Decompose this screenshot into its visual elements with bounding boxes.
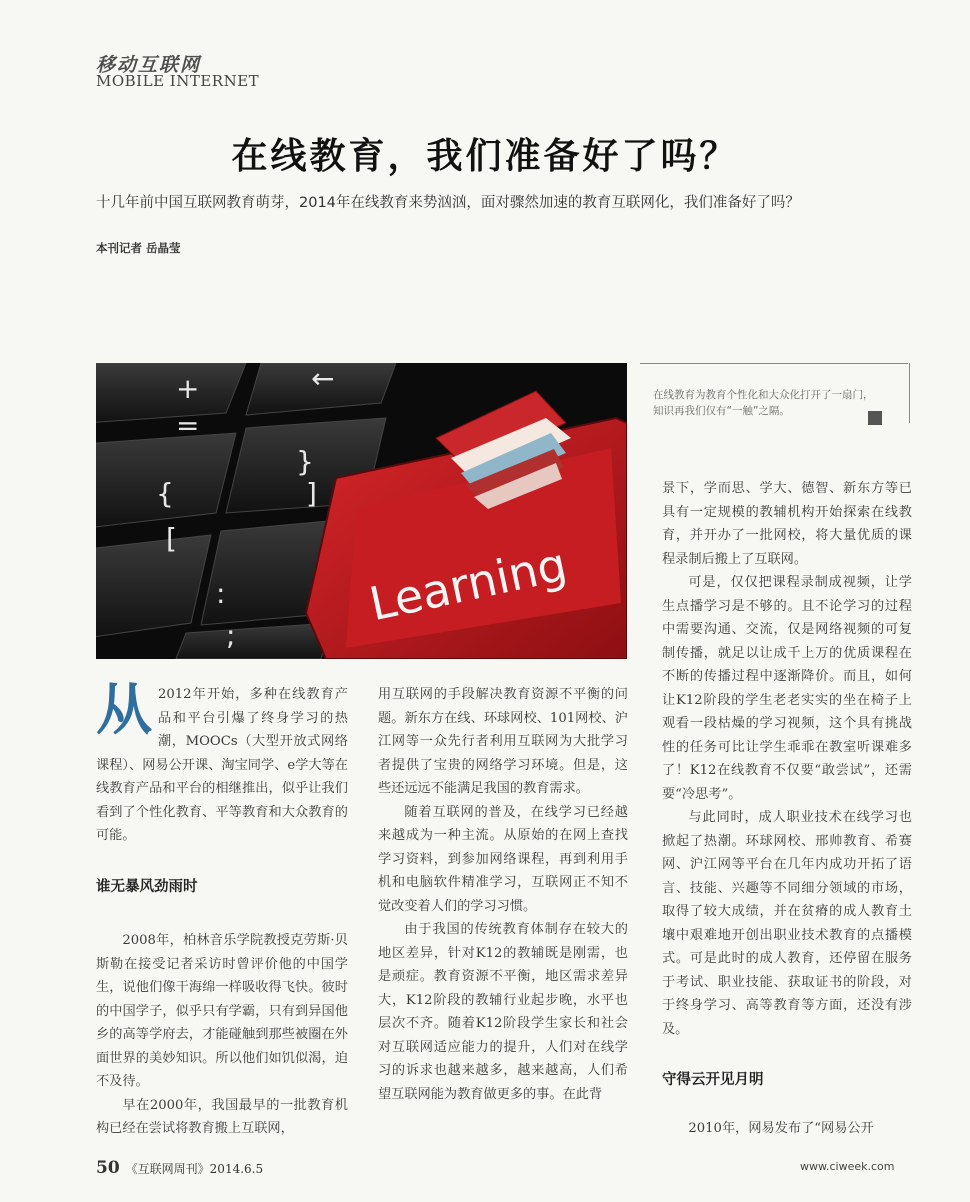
svg-text:+: + [176,372,200,405]
section-label-en: MOBILE INTERNET [96,72,260,90]
column-3 [662,477,912,1140]
caption-marker [868,411,882,425]
svg-text:[: [ [166,522,177,555]
page-number: 50 [96,1158,120,1178]
article-subtitle: 十几年前中国互联网教育萌芽，2014年在线教育来势汹汹，面对骤然加速的教育互联网化，我们准备好了吗？ [96,195,800,211]
column-2 [378,683,628,1106]
paragraph: 与此同时，成人职业技术在线学习也掀起了热潮。环球网校、邢帅教育、希赛网、沪江网等平台在几年内成功开拓了语言、技能、兴趣等不同细分领域的市场，取得了较大成绩，并在贫瘠的成人教育土壤中艰难地开创出职业技术教育的点播模式。可是此时的成人教育，还停留在服务于考试、职业技能、获取证书的阶段，对于终身学习、高等教育等方面，还没有涉及。 [662,810,912,1037]
keyboard-illustration [96,363,627,659]
byline: 本刊记者 岳晶莹 [96,241,181,255]
website-url: www.ciweek.com [800,1160,895,1173]
svg-text:]: ] [306,477,317,510]
paragraph: 可是，仅仅把课程录制成视频，让学生点播学习是不够的。且不论学习的过程中需要沟通、交流，仅是网络视频的可复制传播，就足以让成千上万的优质课程在不断的传播过程中逐渐降价。而且，如何让K12阶段的学生老老实实的坐在椅子上观看一段枯燥的学习视频，这个具有挑战性的任务可比让学生乖乖在教室听课难多了！K12在线教育不仅要“敢尝试”，还需要“冷思考”。 [662,575,912,802]
image-caption [640,363,910,426]
paragraph: 2008年，柏林音乐学院教授克劳斯·贝斯勒在接受记者采访时曾评价他的中国学生，说他们像干海绵一样吸收得飞快。彼时的中国学子，似乎只有学霸，只有到异国他乡的高等学府去，才能碰触到那些被圈在外面世界的美妙知识。所以他们如饥似渴，迫不及待。 [96,933,348,1089]
paragraph: 用互联网的手段解决教育资源不平衡的问题。新东方在线、环球网校、101网校、沪江网等一众先行者利用互联网为大批学习者提供了宝贵的网络学习环境。但是，这些还远远不能满足我国的教育需求。 [378,687,628,796]
section-label-cn: 移动互联网 [96,54,202,76]
column-1 [96,678,348,1141]
svg-text:}: } [296,445,314,478]
dropcap: 从 [96,678,152,743]
hero-image [96,363,627,659]
journal-name: 《互联网周刊》2014.6.5 [125,1162,264,1176]
paragraph: 由于我国的传统教育体制存在较大的地区差异，针对K12的教辅既是刚需，也是顽症。教育资源不平衡，地区需求差异大，K12阶段的教辅行业起步晚，水平也层次不齐。随着K12阶段学生家长和社会对互联网适应能力的提升，人们对在线学习的诉求也越来越多，越来越高，人们希望互联网能为教育做更多的事。在此背 [378,922,628,1102]
svg-text:←: ← [311,363,335,395]
image-word: Learning [364,536,572,632]
caption-border-right [909,363,910,423]
svg-text:{: { [156,477,174,510]
svg-text::: : [216,577,226,610]
lead-paragraph: 从 2012年开始，多种在线教育产品和平台引爆了终身学习的热潮，MOOCs（大型开放式网络课程）、网易公开课、淘宝同学、e学大等在线教育产品和平台的相继推出，似乎让我们看到了个性化教育、平等教育和大众教育的可能。 [96,678,348,843]
svg-text:;: ; [226,619,236,652]
paragraph: 景下，学而思、学大、德智、新东方等已具有一定规模的教辅机构开始探索在线教育，并开办了一批网校，将大量优质的课程录制后搬上了互联网。 [662,481,912,567]
caption-border-top [640,363,908,364]
caption-text: 在线教育为教育个性化和大众化打开了一扇门，知识再我们仅有“一触”之隔。 [653,389,874,417]
section-heading-1: 谁无暴风劲雨时 [96,878,198,895]
paragraph: 2010年，网易发布了“网易公开 [688,1120,874,1136]
section-heading-2: 守得云开见月明 [662,1072,764,1088]
footer-left [96,1158,263,1178]
article-title: 在线教育，我们准备好了吗？ [231,136,739,177]
paragraph: 随着互联网的普及，在线学习已经越来越成为一种主流。从原始的在网上查找学习资料，到参加网络课程，再到利用手机和电脑软件精准学习，互联网正不知不觉改变着人们的学习习惯。 [378,804,628,914]
svg-text:=: = [176,409,200,442]
paragraph: 早在2000年，我国最早的一批教育机构已经在尝试将教育搬上互联网， [96,1097,348,1136]
